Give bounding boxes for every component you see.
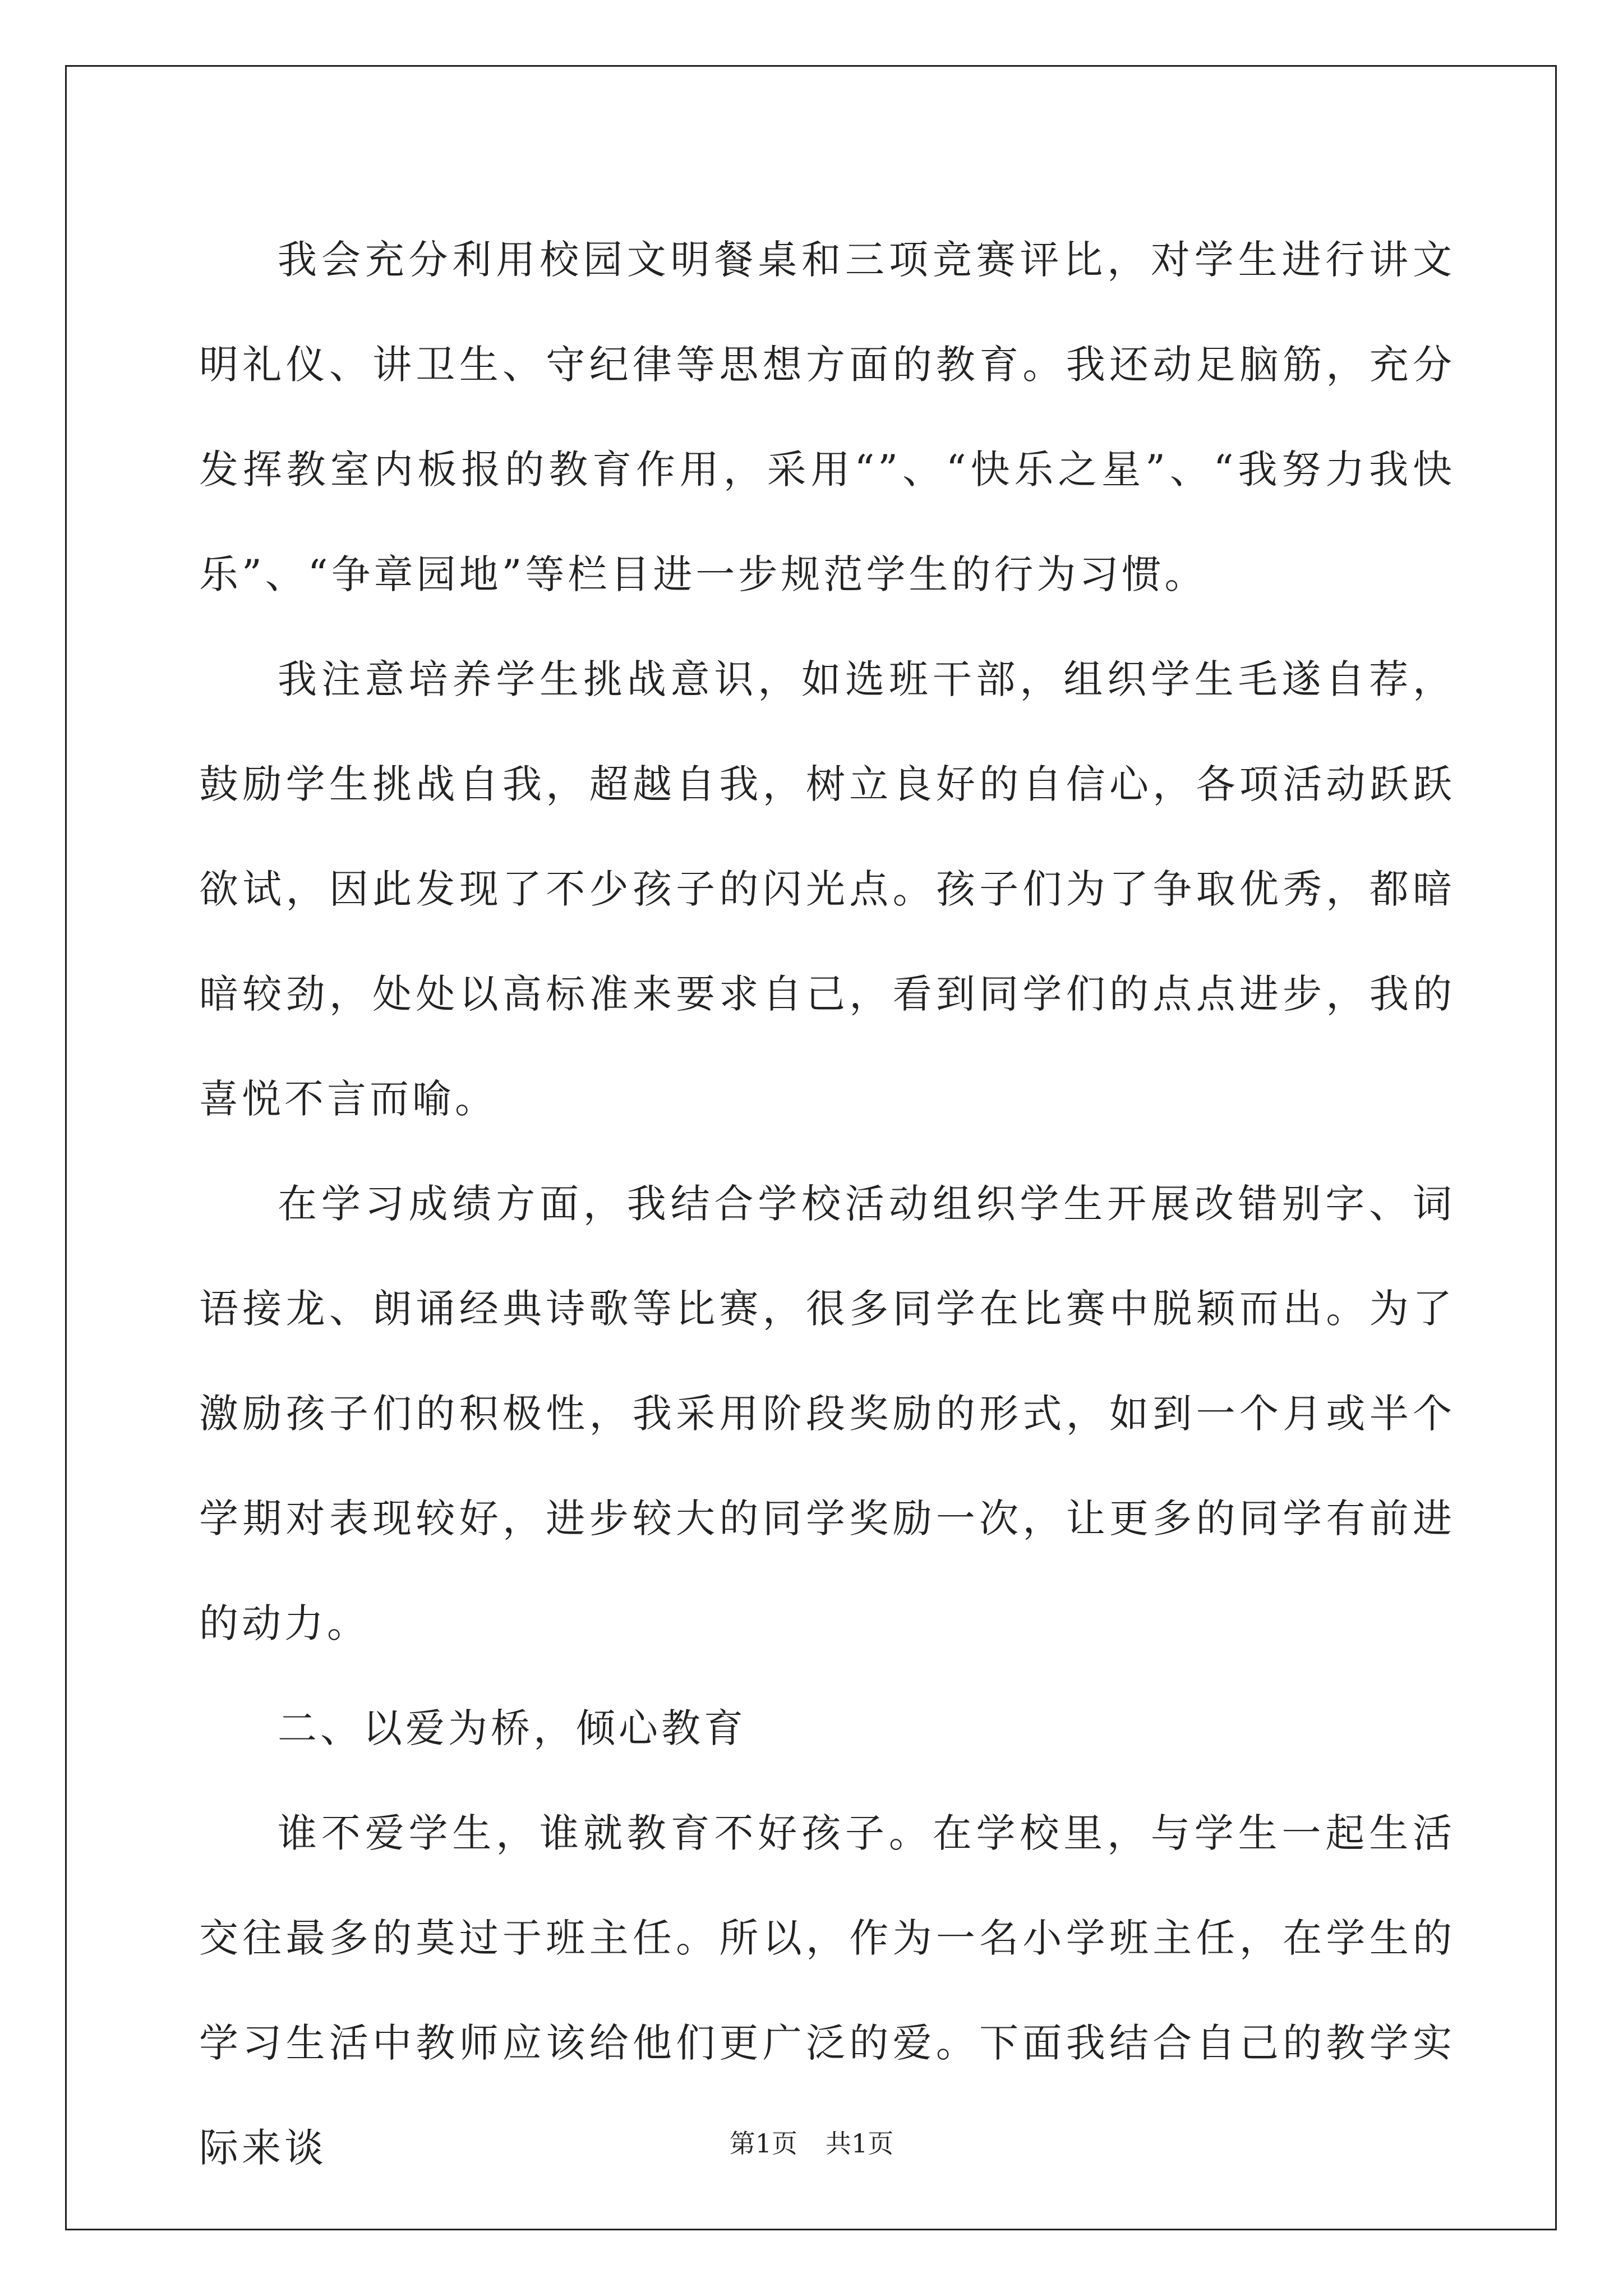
- page-total: 共1页: [826, 2128, 894, 2159]
- page-footer: [0, 2123, 1623, 2160]
- document-body: [199, 208, 1455, 2201]
- page-number: 第1页: [729, 2128, 797, 2159]
- section-heading: 二、以爱为桥，倾心教育: [278, 1705, 746, 1751]
- paragraph-4: 谁不爱学生，谁就教育不好孩子。在学校里，与学生一起生活交往最多的莫过于班主任。所以，作为一名小学班主任，在学生的学习生活中教师应该给他们更广泛的爱。下面我结合自己的教学实际来谈: [199, 1810, 1455, 2171]
- paragraph-3: 在学习成绩方面，我结合学校活动组织学生开展改错别字、词语接龙、朗诵经典诗歌等比赛，很多同学在比赛中脱颖而出。为了激励孩子们的积极性，我采用阶段奖励的形式，如到一个月或半个学期对表现较好，进步较大的同学奖励一次，让更多的同学有前进的动力。: [199, 1181, 1455, 1646]
- paragraph-1: 我会充分利用校园文明餐桌和三项竞赛评比，对学生进行讲文明礼仪、讲卫生、守纪律等思想方面的教育。我还动足脑筋，充分发挥教室内板报的教育作用，采用“”、“快乐之星”、“我努力我快乐”、“争章园地”等栏目进一步规范学生的行为习惯。: [199, 237, 1455, 597]
- paragraph-2: 我注意培养学生挑战意识，如选班干部，组织学生毛遂自荐，鼓励学生挑战自我，超越自我，树立良好的自信心，各项活动跃跃欲试，因此发现了不少孩子的闪光点。孩子们为了争取优秀，都暗暗较劲，处处以高标准来要求自己，看到同学们的点点进步，我的喜悦不言而喻。: [199, 656, 1455, 1122]
